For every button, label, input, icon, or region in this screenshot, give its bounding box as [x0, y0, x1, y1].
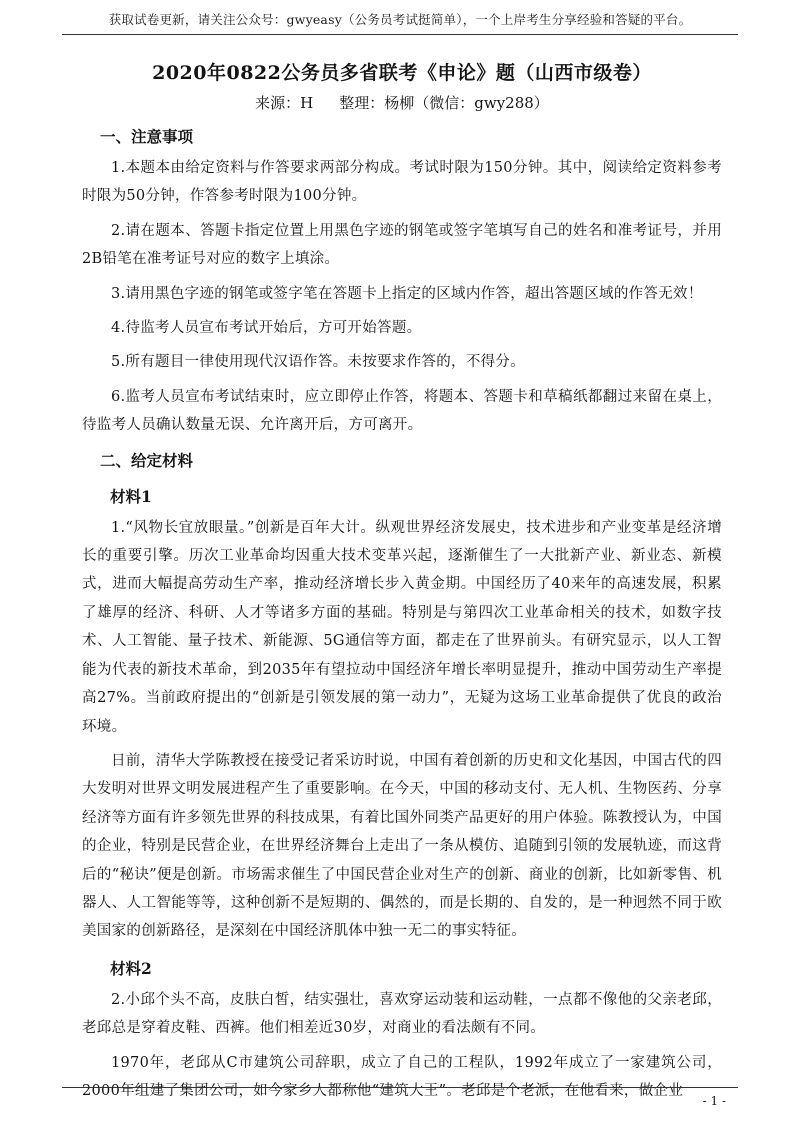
material-paragraph: 2.小邱个头不高，皮肤白皙，结实强壮，喜欢穿运动装和运动鞋，一点都不像他的父亲老邱，老邱总是穿着皮鞋、西裤。他们相差近30岁，对商业的看法颇有不同。: [82, 991, 722, 1037]
material-label-1: 材料1: [110, 486, 152, 506]
page-number: - 1 -: [702, 1094, 726, 1108]
material-label-2: 材料2: [110, 958, 152, 978]
notice-item: 4.待监考人员宣布考试开始后，方可开始答题。: [111, 320, 422, 337]
notice-item: 5.所有题目一律使用现代汉语作答。未按要求作答的，不得分。: [111, 354, 526, 371]
header-note: 获取试卷更新，请关注公众号：gwyeasy（公务员考试挺简单），一个上岸考生分享经验和答疑的平台。: [108, 12, 692, 27]
source-label: 来源：H: [255, 94, 314, 112]
material-paragraph: 1.“风物长宜放眼量。”创新是百年大计。纵观世界经济发展史，技术进步和产业变革是经济增长的重要引擎。历次工业革命均因重大技术变革兴起，逐渐催生了一大批新产业、新业态、新模式，进而大幅提高劳动生产率，推动经济增长步入黄金期。中国经历了40来年的高速发展，积累了雄厚的经济、科研、人才等诸多方面的基础。特别是与第四次工业革命相关的技术，如数字技术、人工智能、量子技术、新能源、5G通信等方面，都走在了世界前头。有研究显示，以人工智能为代表的新技术革命，到2035年有望拉动中国经济年增长率明显提升，推动中国劳动生产率提高27%。当前政府提出的“创新是引领发展的第一动力”，无疑为这场工业革命提供了优良的政治环境。: [82, 519, 722, 735]
header-divider: [62, 34, 738, 35]
document-body: [82, 58, 722, 1105]
document-title: 2020年0822公务员多省联考《申论》题（山西市级卷）: [152, 62, 652, 84]
footer-divider: [62, 1087, 738, 1088]
material-paragraph: 1970年，老邱从C市建筑公司辞职，成立了自己的工程队，1992年成立了一家建筑公司，2000年组建了集团公司，如今家乡人都称他“建筑大王”。老邱是个老派，在他看来，做企业: [82, 1054, 722, 1099]
section-heading-materials: 二、给定材料: [100, 450, 194, 470]
material-paragraph: 日前，清华大学陈教授在接受记者采访时说，中国有着创新的历史和文化基因，中国古代的四大发明对世界文明发展进程产生了重要影响。在今天，中国的移动支付、无人机、生物医药、分享经济等方面有许多领先世界的科技成果，有着比国外同类产品更好的用户体验。陈教授认为，中国的企业，特别是民营企业，在世界经济舞台上走出了一条从模仿、追随到引领的发展轨迹，而这背后的“秘诀”便是创新。市场需求催生了中国民营企业对生产的创新、商业的创新，比如新零售、机器人、人工智能等等，这种创新不是短期的、偶然的，而是长期的、自发的，是一种迥然不同于欧美国家的创新路径，是深刻在中国经济肌体中独一无二的事实特征。: [82, 752, 722, 940]
byline: [82, 90, 722, 116]
notice-item: 2.请在题本、答题卡指定位置上用黑色字迹的钢笔或签字笔填写自己的姓名和准考证号，并用2B铅笔在准考证号对应的数字上填涂。: [82, 222, 722, 268]
section-heading-notice: 一、注意事项: [100, 127, 194, 146]
notice-item: 3.请用黑色字迹的钢笔或签字笔在答题卡上指定的区域内作答，超出答题区域的作答无效！: [111, 285, 703, 302]
editor-label: 整理：杨柳（微信：gwy288）: [339, 94, 549, 112]
notice-item: 6.监考人员宣布考试结束时，应立即停止作答，将题本、答题卡和草稿纸都翻过来留在桌上，待监考人员确认数量无误、允许离开后，方可离开。: [82, 388, 722, 434]
notice-item: 1.本题本由给定资料与作答要求两部分构成。考试时限为150分钟。其中，阅读给定资料参考时限为50分钟，作答参考时限为100分钟。: [82, 160, 722, 205]
